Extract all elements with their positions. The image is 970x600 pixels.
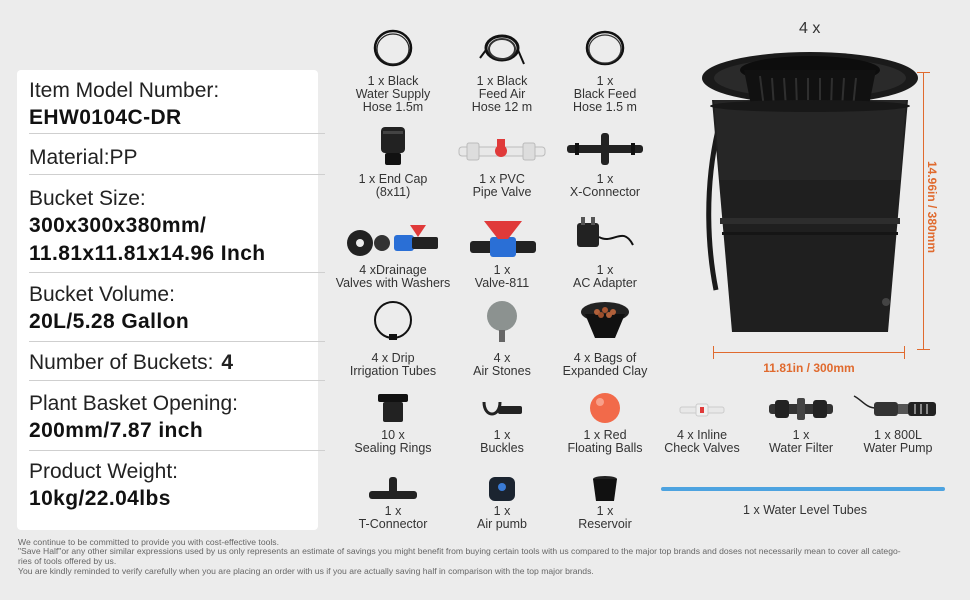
item-label-2: Irrigation Tubes (349, 364, 437, 378)
divider (29, 133, 325, 134)
spec-weight (29, 459, 309, 513)
item-label-2: Sealing Rings (354, 441, 432, 455)
item-label-1: 1 x Water Level Tubes (743, 503, 867, 517)
spec-model (29, 78, 309, 132)
item-label-2: Water Pump (863, 441, 933, 455)
water-level-tube (661, 487, 945, 491)
item-label-2: Buckles (480, 441, 524, 455)
item-label-1: 1 x (493, 263, 511, 277)
item-label-1: 4 x (493, 351, 511, 365)
end-cap-icon (378, 125, 408, 167)
item-air-pump (452, 475, 552, 535)
item-label-2: Valves with Washers (335, 276, 451, 290)
item-label-2: Feed Air (478, 87, 526, 101)
item-label-2: AC Adapter (573, 276, 637, 290)
spec-bucket-volume (29, 282, 309, 336)
spec-model-label: Item Model Number: (29, 79, 220, 102)
adapter-icon (573, 215, 639, 259)
water-pump-icon (852, 394, 938, 424)
spec-bucket-size-label: Bucket Size: (29, 187, 146, 210)
spec-bucket-volume-label: Bucket Volume: (29, 283, 175, 306)
width-dimension-line (713, 352, 905, 353)
check-valve-icon (678, 400, 726, 420)
dimension-cap (713, 346, 714, 359)
height-dimension-line (923, 72, 924, 349)
spec-basket-label: Plant Basket Opening: (29, 392, 238, 415)
item-label-1: 4 xDrainage (359, 263, 427, 277)
item-check-valves (652, 392, 752, 462)
item-x-connector (555, 125, 655, 205)
drainage-valve-icon (346, 223, 446, 263)
reservoir-icon (591, 475, 619, 503)
bucket-height: 14.96in / 380mm (925, 160, 939, 254)
item-label-1: 1 x Black (367, 74, 419, 88)
item-label-2: Floating Balls (567, 441, 643, 455)
item-label-1: 1 x (596, 172, 614, 186)
spec-num-buckets-label: Number of Buckets: (29, 351, 214, 374)
item-label-1: 1 x (596, 74, 614, 88)
footer-line-2: "Save Half"or any other similar expressions used by us only represents an estimate of savings you might benefit from buying certain tools with us compared to the major top brands and doses not necessarily mean to cover all catego- (18, 546, 901, 556)
item-reservoir (555, 475, 655, 535)
spec-basket (29, 391, 309, 445)
bucket-width: 11.81in / 300mm (763, 361, 855, 375)
divider (29, 174, 325, 175)
pvc-valve-icon (457, 137, 547, 167)
item-buckles (452, 392, 552, 462)
item-label-1: 4 x Inline (676, 428, 728, 442)
item-label-2: Water Filter (768, 441, 834, 455)
spec-num-buckets-line (29, 350, 309, 376)
item-label-2: Check Valves (664, 441, 740, 455)
ball-icon (589, 392, 621, 424)
spec-material-text: Material:PP (29, 146, 138, 169)
item-floating-balls (555, 392, 655, 462)
item-drip-tubes (343, 298, 443, 378)
spec-material (29, 145, 309, 171)
hose-coil-icon (371, 28, 415, 70)
item-label-1: 1 x (384, 504, 402, 518)
item-label-2: Water Supply (355, 87, 431, 101)
item-drainage-valves (328, 215, 458, 295)
dimension-cap (917, 349, 930, 350)
spec-bucket-size (29, 186, 309, 268)
item-t-connector (343, 475, 443, 535)
footer-line-1: We continue to be committed to provide you with cost-effective tools. (18, 537, 279, 547)
bucket-count: 4 x (799, 20, 821, 37)
sealing-ring-icon (376, 392, 410, 426)
divider (29, 380, 325, 381)
item-sealing-rings (343, 392, 443, 462)
spec-panel (17, 70, 318, 530)
item-label-1: 4 x Bags of (573, 351, 637, 365)
divider (29, 450, 325, 451)
divider (29, 341, 325, 342)
bucket-image (700, 40, 920, 350)
water-filter-icon (767, 396, 835, 422)
item-label-3: Hose 1.5m (362, 100, 424, 114)
hose-coil-icon (478, 28, 526, 70)
item-label-1: 1 x (792, 428, 810, 442)
item-label-3: Hose 12 m (471, 100, 533, 114)
spec-weight-value: 10kg/22.04lbs (29, 487, 171, 510)
item-pvc-pipe-valve (452, 125, 552, 205)
divider (29, 272, 325, 273)
item-label-1: 1 x 800L (874, 428, 922, 442)
item-label-3: Hose 1.5 m (573, 100, 637, 114)
air-stone-icon (484, 298, 520, 346)
x-connector-icon (565, 131, 645, 167)
buckle-icon (480, 396, 524, 424)
item-label-2: Air pumb (476, 517, 528, 531)
spec-weight-label: Product Weight: (29, 460, 179, 483)
item-label-1: 1 x (493, 504, 511, 518)
item-label-1: 1 x PVC (479, 172, 525, 186)
footer-line-4: You are kindly reminded to verify carefully when you are placing an order with us if you are actually saving half in comparison with the top major brands. (18, 566, 594, 576)
item-feed-air-hose (452, 28, 552, 118)
item-label-1: 1 x (493, 428, 511, 442)
item-end-cap (343, 125, 443, 205)
item-label-1: 10 x (381, 428, 405, 442)
item-label-2: X-Connector (569, 185, 641, 199)
spec-model-value: EHW0104C-DR (29, 106, 182, 129)
spec-bucket-size-metric: 300x300x380mm/ (29, 214, 207, 237)
item-water-filter (751, 392, 851, 462)
dimension-cap (917, 72, 930, 73)
item-label-2: Pipe Valve (472, 185, 532, 199)
valve-icon (468, 219, 538, 263)
dimension-cap (904, 346, 905, 359)
item-black-feed-hose (555, 28, 655, 118)
footer-line-3: ries of tools offered by us. (18, 556, 117, 566)
item-label-2: T-Connector (358, 517, 428, 531)
spec-bucket-volume-value: 20L/5.28 Gallon (29, 310, 190, 333)
item-label-2: (8x11) (375, 185, 411, 199)
item-label-1: 1 x Red (583, 428, 627, 442)
item-water-pump (848, 392, 948, 462)
item-expanded-clay (555, 298, 655, 378)
t-connector-icon (367, 475, 419, 503)
item-label-1: 1 x Black (476, 74, 528, 88)
spec-bucket-size-imperial: 11.81x11.81x14.96 Inch (29, 242, 266, 265)
spec-num-buckets (29, 350, 309, 376)
item-label-1: 1 x End Cap (358, 172, 428, 186)
item-label-1: 1 x (596, 263, 614, 277)
item-label-1: 4 x Drip (371, 351, 415, 365)
spec-basket-value: 200mm/7.87 inch (29, 419, 204, 442)
clay-basket-icon (579, 300, 631, 342)
item-label-2: Expanded Clay (562, 364, 648, 378)
item-label-2: Valve-811 (474, 276, 530, 290)
item-air-stones (452, 298, 552, 378)
item-label-2: Black Feed (573, 87, 637, 101)
hose-coil-icon (583, 28, 627, 70)
spec-num-buckets-value: 4 (221, 351, 234, 374)
item-label-2: Reservoir (578, 517, 632, 531)
item-label-1: 1 x (596, 504, 614, 518)
air-pump-icon (487, 475, 517, 503)
drip-tube-icon (371, 298, 415, 342)
item-ac-adapter (555, 215, 655, 295)
item-label-2: Air Stones (473, 364, 531, 378)
item-water-level-tubes (700, 504, 910, 520)
item-water-supply-hose (343, 28, 443, 118)
item-valve-811 (452, 215, 552, 295)
